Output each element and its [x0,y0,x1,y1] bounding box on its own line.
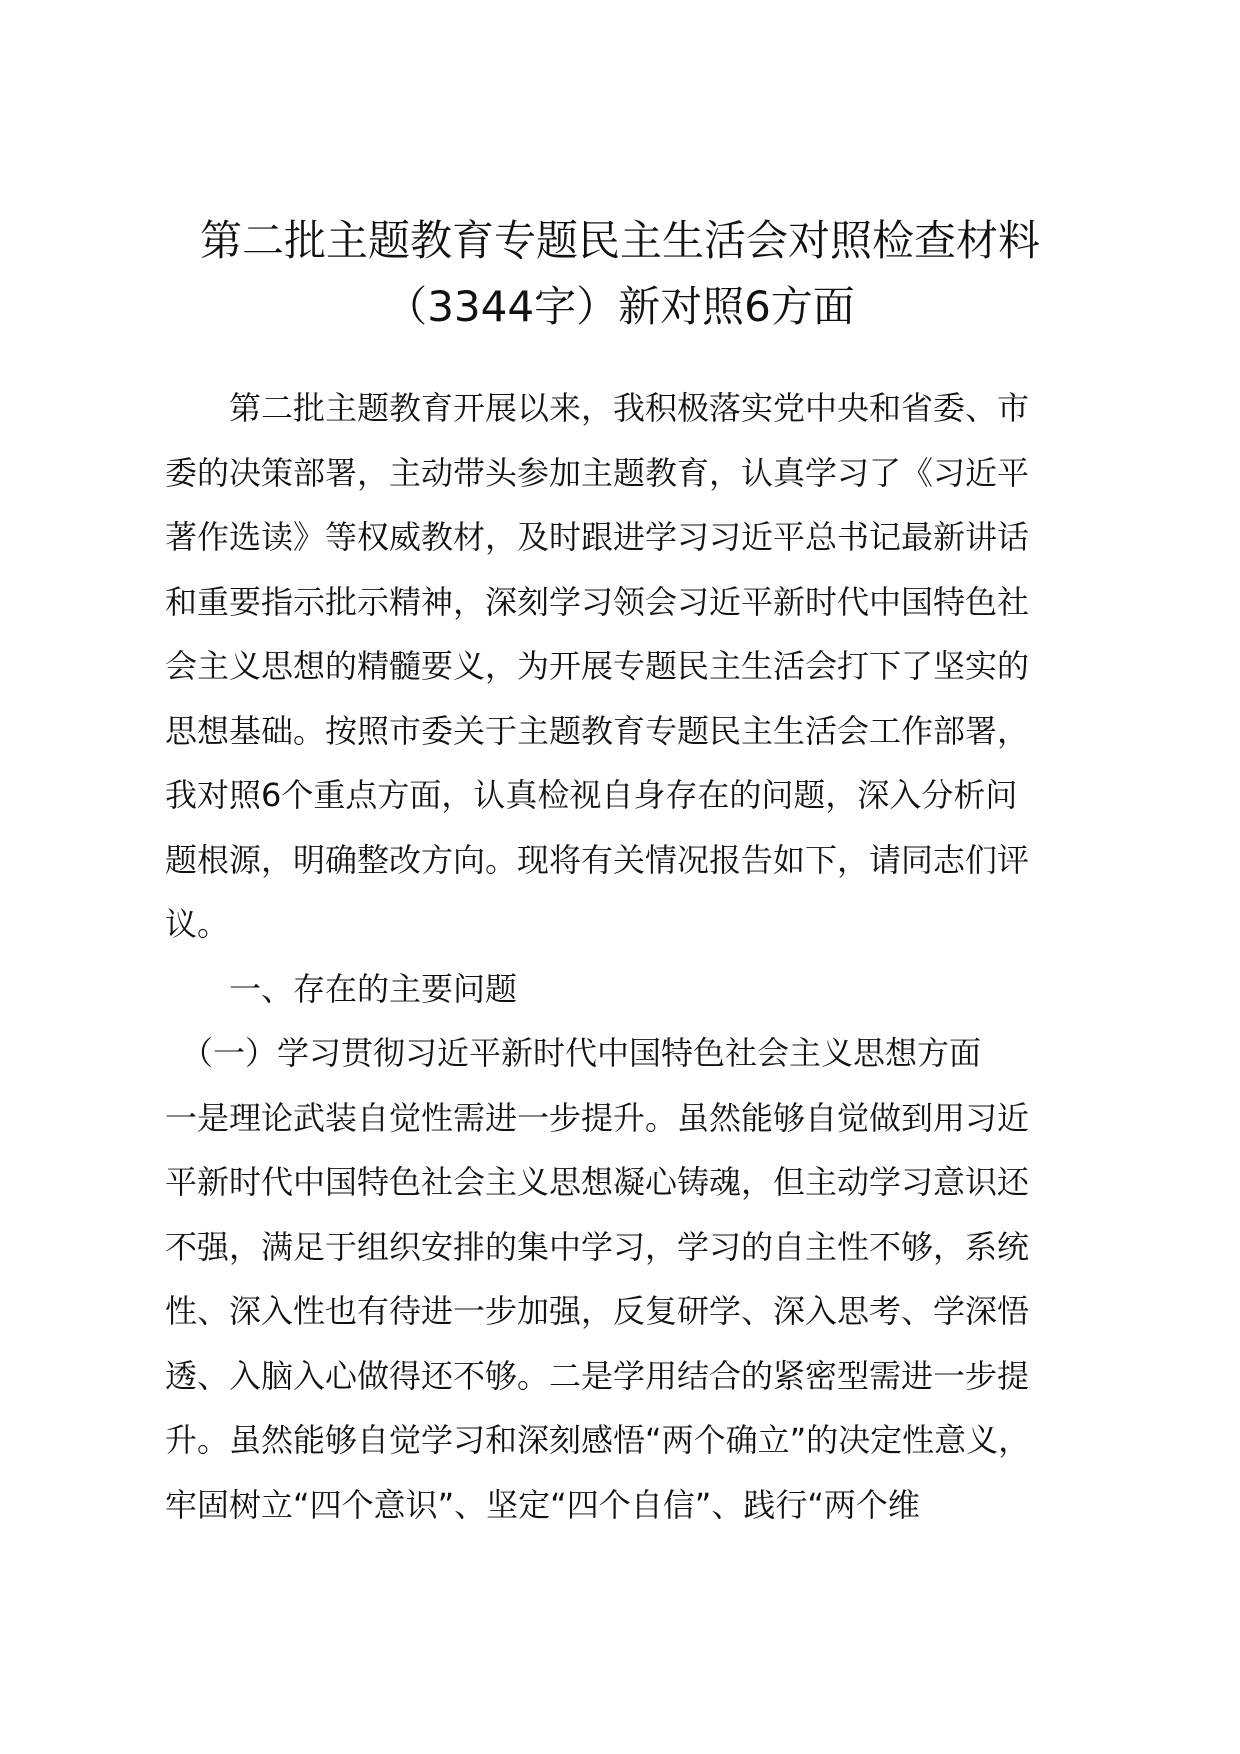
title-line-1: 第二批主题教育专题民主生活会对照检查材料 [199,216,1040,265]
body-line: 牢固树立“四个意识”、坚定“四个自信”、践行“两个维 [165,1485,920,1524]
document-title [120,208,1120,340]
body-line: 升。虽然能够自觉学习和深刻感悟“两个确立”的决定性意义， [165,1421,1031,1459]
body-line: 性、深入性也有待进一步加强，反复研学、深入思考、学深悟 [165,1292,1030,1330]
body-line: 我对照6个重点方面，认真检视自身存在的问题，深入分析问 [165,776,1018,814]
body-line: 委的决策部署，主动带头参加主题教育，认真学习了《习近平 [165,453,1030,492]
body-line: 议。 [165,905,230,943]
body-line: 会主义思想的精髓要义，为开展专题民主生活会打下了坚实的 [165,647,1030,685]
section-heading: 一、存在的主要问题 [165,969,518,1008]
subsection-heading: （一）学习贯彻习近平新时代中国特色社会主义思想方面 [165,1034,982,1072]
title-line-2: （3344字）新对照6方面 [385,282,855,331]
body-line: 题根源，明确整改方向。现将有关情况报告如下，请同志们评 [165,840,1030,879]
body-line: 不强，满足于组织安排的集中学习，学习的自主性不够，系统 [165,1227,1030,1266]
body-line: 思想基础。按照市委关于主题教育专题民主生活会工作部署， [165,711,1030,750]
document-body [165,376,1105,1537]
body-line: 透、入脑入心做得还不够。二是学用结合的紧密型需进一步提 [165,1356,1030,1395]
body-line: 和重要指示批示精神，深刻学习领会习近平新时代中国特色社 [165,582,1030,621]
body-line: 一是理论武装自觉性需进一步提升。虽然能够自觉做到用习近 [165,1098,1030,1137]
body-line: 第二批主题教育开展以来，我积极落实党中央和省委、市 [165,389,1030,427]
body-line: 平新时代中国特色社会主义思想凝心铸魂，但主动学习意识还 [165,1163,1030,1201]
body-line: 著作选读》等权威教材，及时跟进学习习近平总书记最新讲话 [165,518,1030,556]
